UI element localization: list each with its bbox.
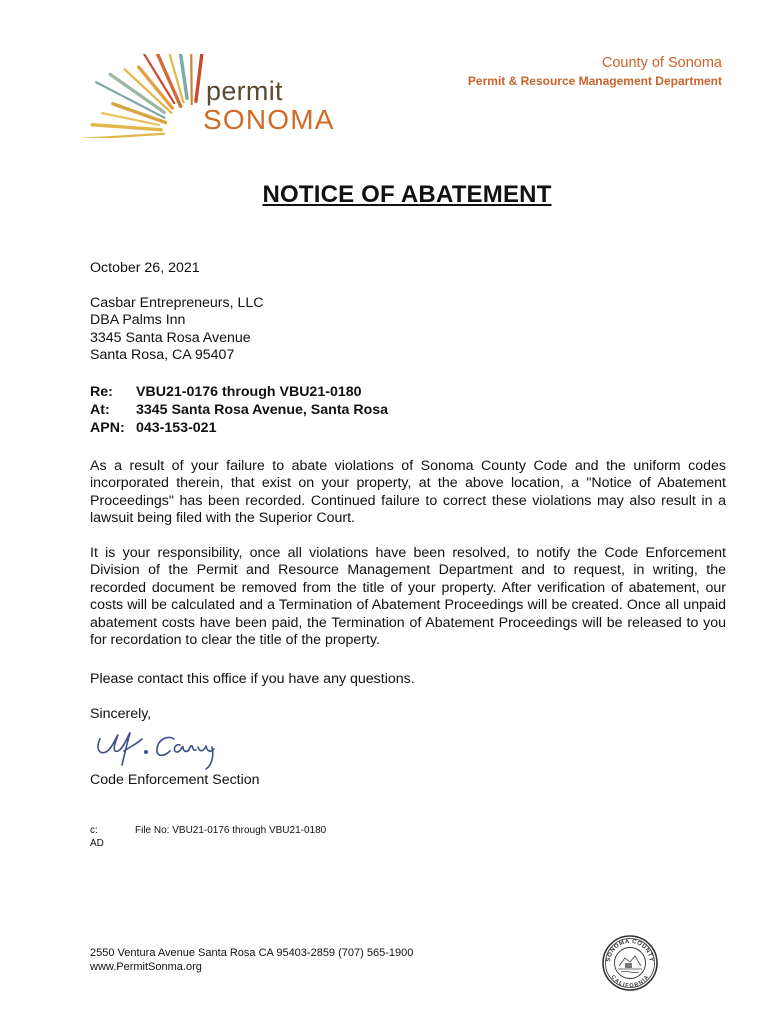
cc-file-number: File No: VBU21-0176 through VBU21-0180	[135, 825, 327, 836]
recipient-address	[90, 295, 264, 365]
property-address: 3345 Santa Rosa Avenue, Santa Rosa	[136, 402, 389, 418]
logo-ray	[84, 134, 164, 138]
county-name: County of Sonoma	[601, 55, 722, 71]
body-paragraph-1: As a result of your failure to abate violations of Sonoma County Code and the uniform codes incorporated therein, that exist on your property, at the above location, a "Notice of Abatement Proceedings" has been recorded. Continued failure to correct these violations may also result in a lawsuit being filed with the Superior Court.	[90, 458, 726, 527]
logo-ray	[102, 113, 159, 125]
at-label: At:	[90, 402, 110, 418]
recipient-line: Casbar Entrepreneurs, LLC	[90, 295, 264, 311]
case-numbers: VBU21-0176 through VBU21-0180	[136, 384, 362, 400]
body-paragraph-3: Please contact this office if you have any questions.	[90, 671, 415, 687]
letter-date: October 26, 2021	[90, 260, 200, 276]
apn-label: APN:	[90, 420, 125, 436]
logo-ray	[92, 125, 161, 130]
recipient-line: Santa Rosa, CA 95407	[90, 347, 235, 364]
recipient-line: 3345 Santa Rosa Avenue	[90, 329, 251, 346]
document-title: NOTICE OF ABATEMENT	[262, 181, 552, 208]
logo-wordmark-permit: permit	[206, 76, 283, 106]
closing: Sincerely,	[90, 706, 152, 722]
logo-wordmark-sonoma: SONOMA	[203, 104, 335, 135]
logo-ray	[196, 54, 205, 101]
county-seal-icon	[601, 934, 659, 992]
re-label: Re:	[90, 384, 113, 400]
department-name: Permit & Resource Management Department	[467, 74, 722, 88]
cc-label: c:	[90, 825, 98, 836]
seal-bottom-text: CALIFORNIA	[609, 974, 651, 990]
cc-initials: AD	[90, 838, 104, 849]
handwritten-signature	[94, 725, 234, 773]
logo-ray	[191, 54, 192, 104]
recipient-line: DBA Palms Inn	[90, 312, 186, 329]
footer-address: 2550 Ventura Avenue Santa Rosa CA 95403-2859 (707) 565-1900	[90, 947, 414, 959]
apn-number: 043-153-021	[136, 420, 217, 436]
footer-website: www.PermitSonma.org	[90, 961, 202, 973]
signer-section: Code Enforcement Section	[90, 772, 260, 788]
body-paragraph-2: It is your responsibility, once all violations have been resolved, to notify the Code Enforcement Division of the Permit and Resource Management Department and to request, in writing, the recorded document be removed from the title of your property. After verification of abatement, our costs will be calculated and a Termination of Abatement Proceedings will be created. Once all unpaid abatement costs have been paid, the Termination of Abatement Proceedings will be released to you for recordation to clear the title of the property.	[90, 545, 726, 649]
permit-sonoma-logo-sunburst	[72, 54, 208, 138]
seal-top-text: SONOMA COUNTY	[605, 938, 655, 963]
